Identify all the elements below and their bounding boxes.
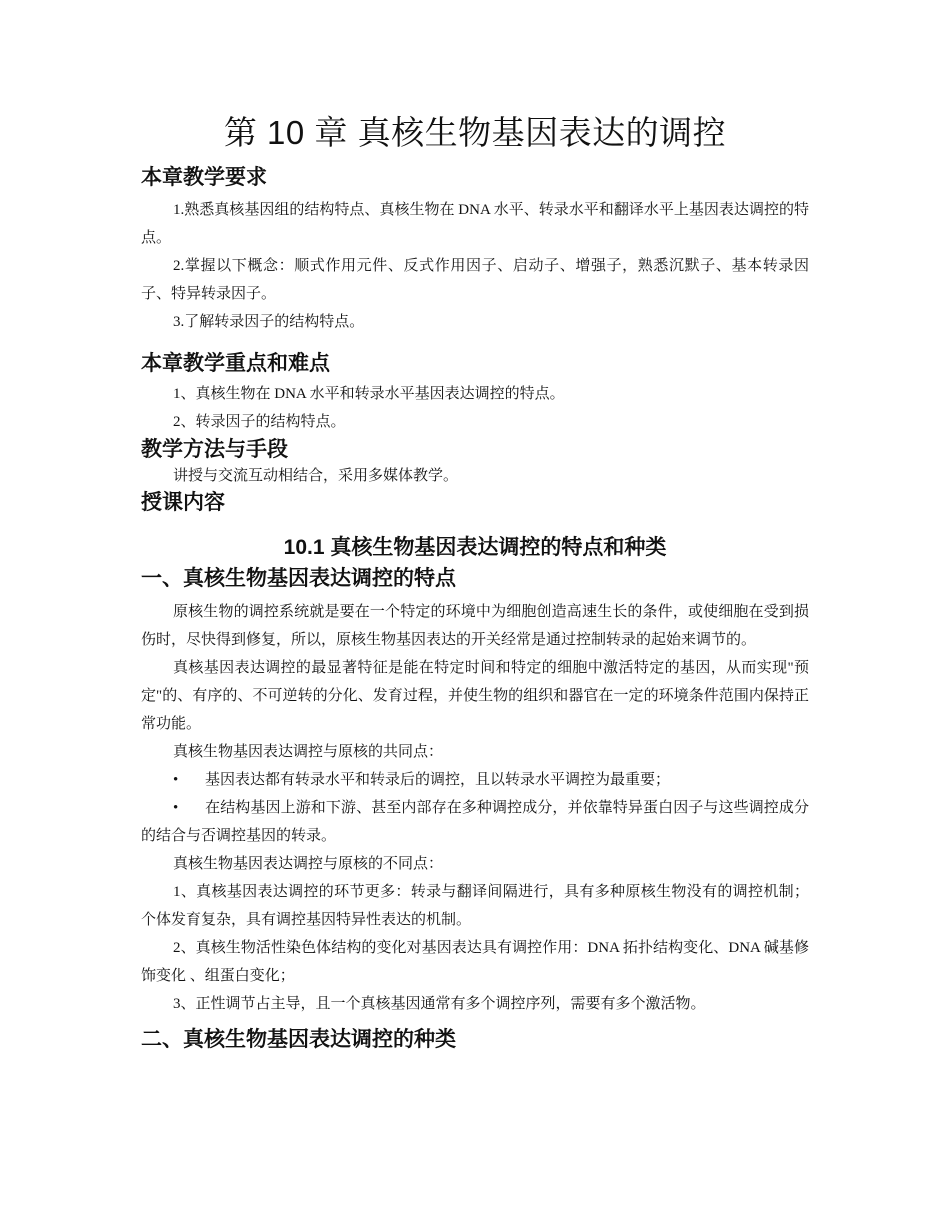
difference-item: 3、正性调节占主导，且一个真核基因通常有多个调控序列，需要有多个激活物。	[173, 996, 706, 1012]
bullet-item	[141, 794, 809, 850]
subsection-1-heading: 一、真核生物基因表达调控的特点	[141, 567, 456, 590]
methods-text: 讲授与交流互动相结合，采用多媒体教学。	[173, 468, 459, 484]
key-point-item: 1、真核生物在 DNA 水平和转录水平基因表达调控的特点。	[173, 386, 565, 402]
difference-item: 1、真核基因表达调控的环节更多：转录与翻译间隔进行，具有多种原核生物没有的调控机制；个体发育复杂，具有调控基因特异性表达的机制。	[141, 884, 809, 928]
difference-item: 2、真核生物活性染色体结构的变化对基因表达具有调控作用：DNA 拓扑结构变化、DNA 碱基修饰变化 、组蛋白变化；	[141, 940, 809, 984]
key-points-heading: 本章教学重点和难点	[141, 352, 330, 375]
difference-points-intro: 真核生物基因表达调控与原核的不同点：	[173, 856, 444, 872]
content-heading: 授课内容	[141, 491, 225, 514]
bullet-item	[141, 766, 809, 794]
subsection-2-heading: 二、真核生物基因表达调控的种类	[141, 1028, 456, 1051]
paragraph: 真核基因表达调控的最显著特征是能在特定时间和特定的细胞中激活特定的基因，从而实现"预定"的、有序的、不可逆转的分化、发育过程，并使生物的组织和器官在一定的环境条件范围内保持正常功能。	[141, 660, 809, 732]
paragraph: 原核生物的调控系统就是要在一个特定的环境中为细胞创造高速生长的条件，或使细胞在受到损伤时，尽快得到修复，所以，原核生物基因表达的开关经常是通过控制转录的起始来调节的。	[141, 604, 809, 648]
requirement-item: 1.熟悉真核基因组的结构特点、真核生物在 DNA 水平、转录水平和翻译水平上基因表达调控的特点。	[141, 202, 809, 246]
bullet-symbol: •	[173, 800, 179, 816]
bullet-symbol: •	[173, 772, 179, 788]
key-point-item: 2、转录因子的结构特点。	[173, 414, 346, 430]
bullet-text: 基因表达都有转录水平和转录后的调控，且以转录水平调控为最重要；	[205, 772, 671, 788]
section-10-1-heading: 10.1 真核生物基因表达调控的特点和种类	[283, 536, 667, 559]
requirements-heading: 本章教学要求	[141, 166, 267, 189]
requirement-item: 3.了解转录因子的结构特点。	[173, 314, 365, 330]
chapter-title: 第 10 章 真核生物基因表达的调控	[223, 114, 727, 151]
document-body	[141, 112, 809, 1053]
common-points-intro: 真核生物基因表达调控与原核的共同点：	[173, 744, 444, 760]
requirement-item: 2.掌握以下概念：顺式作用元件、反式作用因子、启动子、增强子，熟悉沉默子、基本转录因子、特异转录因子。	[141, 258, 809, 302]
methods-heading: 教学方法与手段	[141, 438, 288, 461]
bullet-text: 在结构基因上游和下游、甚至内部存在多种调控成分，并依靠特异蛋白因子与这些调控成分的结合与否调控基因的转录。	[141, 800, 809, 844]
